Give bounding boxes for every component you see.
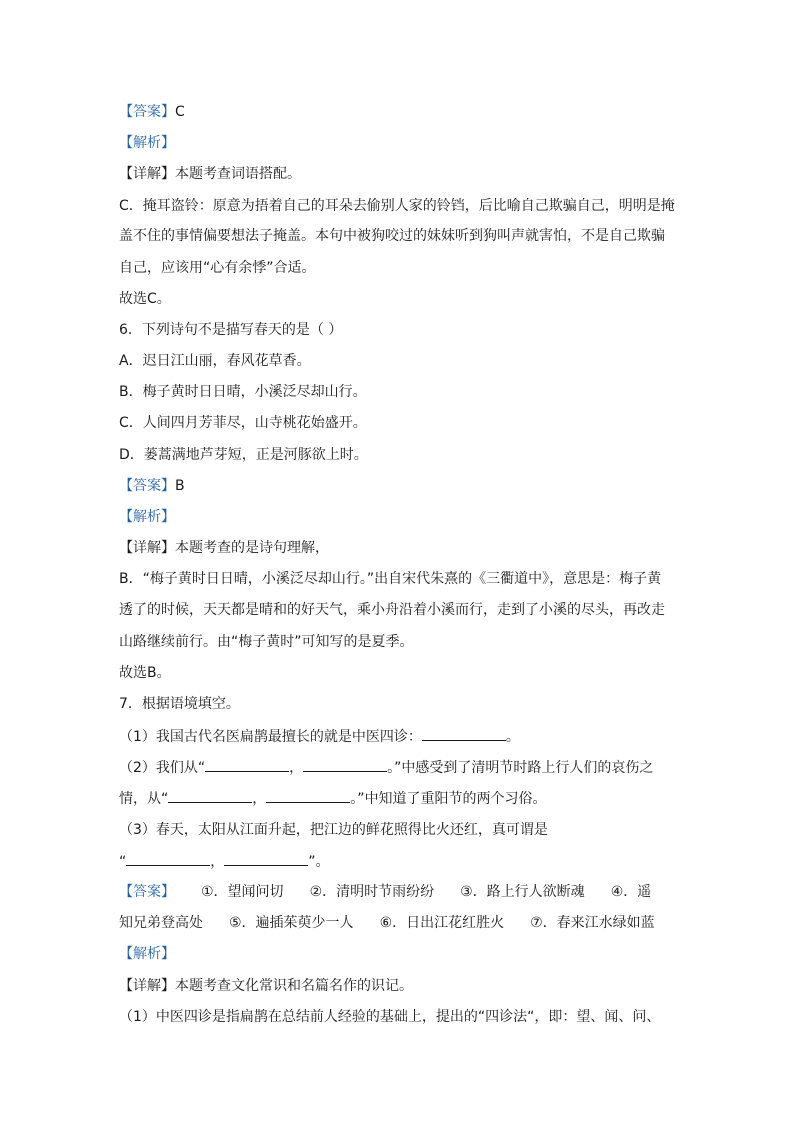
q6-answer-line	[119, 476, 679, 496]
q7-answer-6: ⑥．日出江花红胜火	[379, 915, 505, 931]
q7-sub2-line2-text: 情，从“	[119, 791, 169, 807]
q7-sub2-text: （2）我们从“	[119, 760, 206, 776]
comma: ，	[289, 760, 304, 776]
detail-tag: 【详解】	[119, 540, 175, 556]
q6-explain-1: B．“梅子黄时日日晴，小溪泛尽却山行。”出自宋代朱熹的《三衢道中》，意思是：梅子黄	[119, 571, 662, 587]
q7-answers-line1	[119, 882, 679, 902]
q5-answer: C	[175, 104, 185, 120]
q6-option-b: B．梅子黄时日日晴，小溪泛尽却山行。	[119, 384, 367, 400]
q7-sub1-text: （1）我国古代名医扁鹊最擅长的就是中医四诊：	[119, 729, 422, 745]
q6-stem: 6．下列诗句不是描写春天的是（ ）	[119, 322, 343, 338]
q6-option-a: A．迟日江山丽，春风花草香。	[119, 353, 311, 369]
q7-sub1-end: 。	[505, 729, 520, 745]
q7-sub2-mid: 。”中感受到了清明节时路上行人们的哀伤之	[387, 760, 654, 776]
comma: ，	[210, 854, 225, 870]
q7-answer-5: ⑤．遍插茱萸少一人	[229, 915, 354, 931]
q7-sub2-line2	[119, 788, 679, 809]
q6-option-c: C．人间四月芳菲尽，山寺桃花始盛开。	[119, 415, 367, 431]
q5-analysis-line	[119, 133, 679, 153]
q7-sub2-line2-end: 。”中知道了重阳节的两个习俗。	[350, 791, 547, 807]
fill-blank[interactable]	[205, 757, 289, 772]
q6-conclusion: 故选B。	[119, 665, 171, 681]
q5-explain-2: 盖不住的事情偏要想法子掩盖。本句中被狗咬过的妹妹听到狗叫声就害怕，不是自己欺骗	[119, 228, 665, 244]
q7-answer-3: ③．路上行人欲断魂	[460, 884, 585, 900]
q6-answer: B	[175, 478, 185, 494]
fill-blank[interactable]	[266, 788, 350, 803]
close-quote: ”。	[308, 854, 330, 870]
fill-blank[interactable]	[224, 851, 308, 866]
q5-detail-line	[119, 164, 679, 184]
analysis-tag: 【解析】	[119, 509, 175, 525]
analysis-tag: 【解析】	[119, 946, 175, 962]
q5-answer-line	[119, 102, 679, 122]
q7-answers-line2	[119, 913, 679, 933]
q5-explain-1: C．掩耳盗铃：原意为捂着自己的耳朵去偷别人家的铃铛，后比喻自己欺骗自己，明明是掩	[119, 198, 675, 214]
q5-detail: 本题考查词语搭配。	[175, 166, 301, 182]
q7-sub1	[119, 726, 679, 747]
detail-tag: 【详解】	[119, 166, 175, 182]
q7-answer-4: ④．遥	[610, 884, 652, 900]
answer-tag: 【答案】	[119, 478, 175, 494]
q7-stem: 7．根据语境填空。	[119, 696, 240, 712]
q7-detail-line	[119, 976, 679, 996]
analysis-tag: 【解析】	[119, 135, 175, 151]
q7-answer-2: ②．清明时节雨纷纷	[309, 884, 435, 900]
q6-detail-line	[119, 538, 679, 558]
q7-explain-1: （1）中医四诊是指扁鹊在总结前人经验的基础上，提出的“四诊法“，即：望、闻、问、	[119, 1009, 661, 1025]
comma: ，	[252, 791, 267, 807]
q7-sub2-line1	[119, 757, 679, 778]
q7-answer-4-cont: 知兄弟登高处	[119, 915, 203, 931]
q5-conclusion: 故选C。	[119, 291, 171, 307]
q7-detail: 本题考查文化常识和名篇名作的识记。	[175, 978, 413, 994]
q7-answer-1: ①．望闻问切	[201, 884, 284, 900]
q7-sub3-line2	[119, 851, 679, 872]
answer-tag: 【答案】	[119, 104, 175, 120]
fill-blank[interactable]	[303, 757, 387, 772]
fill-blank[interactable]	[126, 851, 210, 866]
q7-answer-7: ⑦．春来江水绿如蓝	[530, 915, 655, 931]
fill-blank[interactable]	[168, 788, 252, 803]
fill-blank[interactable]	[422, 726, 506, 741]
q7-sub3-line1: （3）春天，太阳从江面升起，把江边的鲜花照得比火还红，真可谓是	[119, 822, 548, 838]
q6-option-d: D．蒌蒿满地芦芽短，正是河豚欲上时。	[119, 447, 368, 463]
detail-tag: 【详解】	[119, 978, 175, 994]
open-quote: “	[119, 854, 127, 870]
q6-explain-3: 山路继续前行。由“梅子黄时”可知写的是夏季。	[119, 634, 414, 650]
q5-explain-3: 自己，应该用“心有余悸”合适。	[119, 260, 316, 276]
answer-tag: 【答案】	[119, 884, 175, 900]
q6-analysis-line	[119, 507, 679, 527]
q6-detail: 本题考查的是诗句理解，	[175, 540, 329, 556]
q6-explain-2: 透了的时候，天天都是晴和的好天气，乘小舟沿着小溪而行，走到了小溪的尽头，再改走	[119, 602, 665, 618]
q7-analysis-line	[119, 944, 679, 964]
